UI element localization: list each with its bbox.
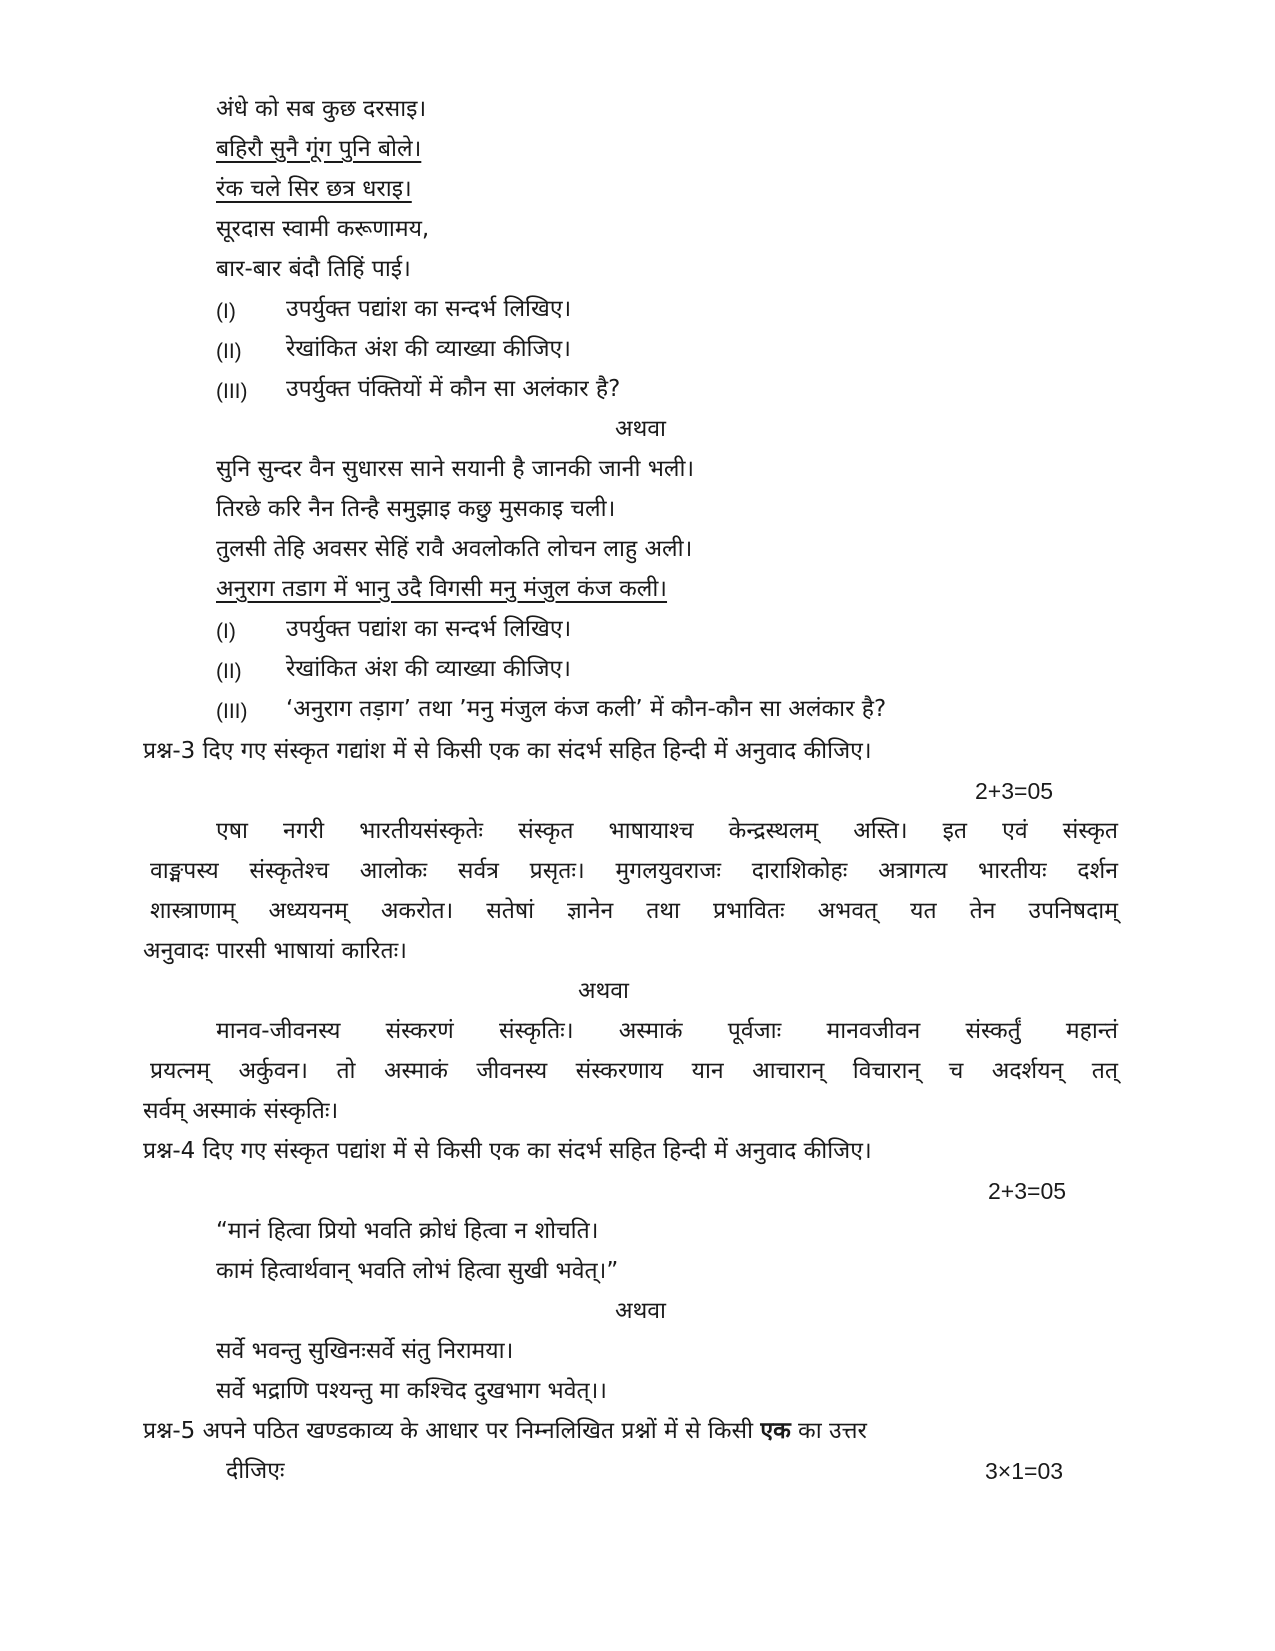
q3-marks: 2+3=05 <box>975 778 1054 804</box>
or-label-3: अथवा <box>615 1298 667 1324</box>
poem1-q2-text: रेखांकित अंश की व्याख्या कीजिए। <box>286 336 571 362</box>
q3-para2-line-1: मानव-जीवनस्य संस्करणं संस्कृतिः। अस्माकं पूर्वजाः मानवजीवन संस्कर्तुं महान्तं <box>216 1018 1118 1044</box>
q3-heading: प्रश्न-3 दिए गए संस्कृत गद्यांश में से किसी एक का संदर्भ सहित हिन्दी में अनुवाद कीजिए। <box>143 738 872 764</box>
q4-marks: 2+3=05 <box>988 1178 1067 1204</box>
q3-para1-line-3: शास्त्राणाम् अध्ययनम् अकरोत। सतेषां ज्ञानेन तथा प्रभावितः अभवत् यत तेन उपनिषदाम् <box>150 898 1118 924</box>
poem1-q2-number: (II) <box>216 340 242 363</box>
q5-text-before: प्रश्न-5 अपने पठित खण्डकाव्य के आधार पर निम्नलिखित प्रश्नों में से किसी <box>143 1418 761 1444</box>
or-label-2: अथवा <box>578 978 630 1004</box>
q4-verse1-line-1: “मानं हित्वा प्रियो भवति क्रोधं हित्वा न शोचति। <box>216 1218 599 1244</box>
poem1-q1-number: (I) <box>216 300 236 323</box>
poem2-line-4-underlined: अनुराग तडाग में भानु उदै विगसी मनु मंजुल कंज कली। <box>216 576 668 602</box>
poem2-q1-text: उपर्युक्त पद्यांश का सन्दर्भ लिखिए। <box>286 616 572 642</box>
q3-para1-line-1: एषा नगरी भारतीयसंस्कृतेः संस्कृत भाषायाश्च केन्द्रस्थलम् अस्ति। इत एवं संस्कृत <box>216 818 1118 844</box>
poem1-q3-number: (III) <box>216 380 248 403</box>
poem2-q2-text: रेखांकित अंश की व्याख्या कीजिए। <box>286 656 571 682</box>
poem2-q3-text: ‘अनुराग तड़ाग’ तथा ’मनु मंजुल कंज कली’ में कौन-कौन सा अलंकार है? <box>286 696 887 722</box>
poem1-line-5: बार-बार बंदौ तिहिं पाई। <box>216 256 411 282</box>
q5-heading <box>143 1420 867 1443</box>
q4-verse2-line-1: सर्वे भवन्तु सुखिनःसर्वे संतु निरामया। <box>216 1338 514 1364</box>
or-label-1: अथवा <box>615 416 667 442</box>
poem2-q1-number: (I) <box>216 620 236 643</box>
poem1-line-3-underlined: रंक चले सिर छत्र धराइ। <box>216 176 412 202</box>
poem1-line-2-underlined: बहिरौ सुनै गूंग पुनि बोले। <box>216 136 422 162</box>
poem2-line-3: तुलसी तेहि अवसर सेहिं रावै अवलोकति लोचन लाहु अली। <box>216 536 693 562</box>
poem1-q1-text: उपर्युक्त पद्यांश का सन्दर्भ लिखिए। <box>286 296 572 322</box>
q5-text-after: का उत्तर <box>790 1418 867 1444</box>
poem1-line-1: अंधे को सब कुछ दरसाइ। <box>216 96 427 122</box>
poem1-line-4: सूरदास स्वामी करूणामय, <box>216 216 430 242</box>
q5-marks: 3×1=03 <box>985 1458 1064 1484</box>
q3-para2-line-2: प्रयत्नम् अर्कुवन। तो अस्माकं जीवनस्य संस्करणाय यान आचारान् विचारान् च अदर्शयन् तत् <box>150 1058 1118 1084</box>
q5-line-2: दीजिएः <box>226 1458 285 1484</box>
poem2-line-2: तिरछे करि नैन तिन्है समुझाइ कछु मुसकाइ चली। <box>216 496 616 522</box>
q3-para1-line-2: वाङ्मपस्य संस्कृतेश्च आलोकः सर्वत्र प्रसृतः। मुगलयुवराजः दाराशिकोहः अत्रागत्य भारतीयः दर्शन <box>150 858 1118 884</box>
q3-para1-line-4: अनुवादः पारसी भाषायां कारितः। <box>143 938 407 964</box>
poem2-q2-number: (II) <box>216 660 242 683</box>
poem1-q3-text: उपर्युक्त पंक्तियों में कौन सा अलंकार है? <box>286 376 621 402</box>
q4-heading: प्रश्न-4 दिए गए संस्कृत पद्यांश में से किसी एक का संदर्भ सहित हिन्दी में अनुवाद कीजिए। <box>143 1138 872 1164</box>
q4-verse1-line-2: कामं हित्वार्थवान् भवति लोभं हित्वा सुखी भवेत्।” <box>216 1258 619 1284</box>
q3-para2-line-3: सर्वम् अस्माकं संस्कृतिः। <box>143 1098 339 1124</box>
q5-bold-word: एक <box>760 1418 791 1444</box>
q4-verse2-line-2: सर्वे भद्राणि पश्यन्तु मा कश्चिद दुखभाग भवेत्।। <box>216 1378 608 1404</box>
poem2-line-1: सुनि सुन्दर वैन सुधारस साने सयानी है जानकी जानी भली। <box>216 456 695 482</box>
poem2-q3-number: (III) <box>216 700 248 723</box>
